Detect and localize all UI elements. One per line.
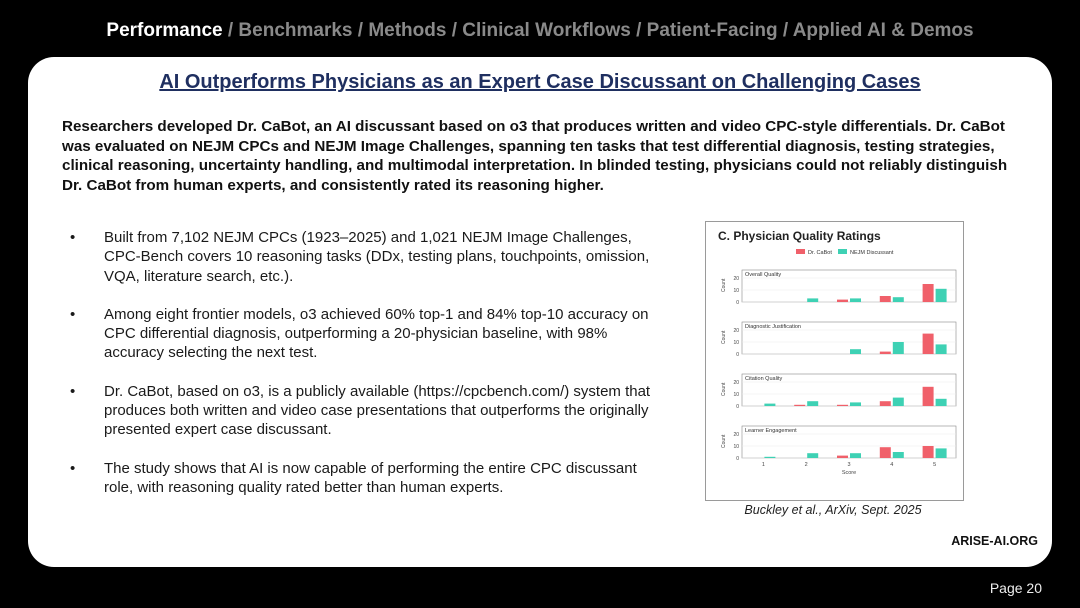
bar bbox=[880, 401, 891, 406]
y-tick-label: 20 bbox=[733, 432, 739, 438]
x-tick-label: 1 bbox=[761, 462, 765, 468]
ratings-chart bbox=[706, 222, 963, 500]
bullet-icon: • bbox=[70, 459, 76, 477]
bullet-text: Dr. CaBot, based on o3, is a publicly available (https://cpcbench.com/) system that produces both written and video case presentations that outperforms the originally presented expert case discussant. bbox=[104, 382, 651, 439]
bar bbox=[850, 402, 861, 406]
bar bbox=[893, 452, 904, 458]
y-tick-label: 10 bbox=[733, 444, 739, 450]
slide-title: AI Outperforms Physicians as an Expert Case Discussant on Challenging Cases bbox=[159, 71, 921, 93]
brand-label: ARISE-AI.ORG bbox=[951, 534, 1038, 548]
y-tick-label: 20 bbox=[733, 276, 739, 282]
y-tick-label: 20 bbox=[733, 328, 739, 334]
y-axis-label: Count bbox=[721, 330, 727, 344]
panel-title: Overall Quality bbox=[745, 272, 782, 278]
x-tick-label: 4 bbox=[890, 462, 894, 468]
bar bbox=[837, 456, 848, 458]
bar bbox=[936, 289, 947, 302]
legend-label: NEJM Discussant bbox=[850, 250, 894, 256]
bullet-text: The study shows that AI is now capable of performing the entire CPC discussant role, with reasoning quality rated better than human experts. bbox=[104, 459, 637, 496]
panel-title: Citation Quality bbox=[745, 376, 783, 382]
bar bbox=[880, 296, 891, 302]
panel-title: Diagnostic Justification bbox=[745, 324, 801, 330]
bullet-icon: • bbox=[70, 382, 76, 400]
legend-swatch-nejm bbox=[838, 249, 847, 254]
bullet-text: Built from 7,102 NEJM CPCs (1923–2025) and 1,021 NEJM Image Challenges, CPC-Bench covers 10 reasoning tasks (DDx, testing plans, touchpoints, omission, VQA, literature search, etc.). bbox=[104, 229, 650, 285]
bar bbox=[936, 344, 947, 354]
bar bbox=[936, 448, 947, 458]
bar bbox=[880, 447, 891, 458]
bar bbox=[807, 453, 818, 458]
y-tick-label: 10 bbox=[733, 288, 739, 294]
bullet-item bbox=[62, 228, 662, 286]
bar bbox=[923, 387, 934, 406]
bar bbox=[764, 457, 775, 458]
x-tick-label: 3 bbox=[847, 462, 851, 468]
y-tick-label: 20 bbox=[733, 380, 739, 386]
x-tick-label: 2 bbox=[804, 462, 808, 468]
y-axis-label: Count bbox=[721, 382, 727, 396]
bar bbox=[764, 404, 775, 406]
bar bbox=[850, 298, 861, 302]
bar bbox=[807, 401, 818, 406]
bar bbox=[807, 298, 818, 302]
bar bbox=[893, 342, 904, 354]
y-tick-label: 0 bbox=[736, 456, 739, 462]
y-tick-label: 10 bbox=[733, 340, 739, 346]
bar bbox=[923, 334, 934, 354]
bullet-icon: • bbox=[70, 305, 76, 323]
bar bbox=[923, 446, 934, 458]
bullet-item bbox=[62, 305, 662, 363]
bullet-list bbox=[62, 228, 662, 516]
y-axis-label: Count bbox=[721, 434, 727, 448]
bullet-icon: • bbox=[70, 229, 76, 246]
bullet-item bbox=[62, 382, 662, 440]
legend-swatch-cabot bbox=[796, 249, 805, 254]
y-tick-label: 0 bbox=[736, 352, 739, 358]
nav-active-section: Performance bbox=[106, 20, 223, 41]
bar bbox=[837, 405, 848, 406]
nav-other-sections: / Benchmarks / Methods / Clinical Workflows / Patient-Facing / Applied AI & Demos bbox=[222, 20, 974, 41]
bar bbox=[880, 352, 891, 354]
intro-paragraph: Researchers developed Dr. CaBot, an AI discussant based on o3 that produces written and video CPC-style differentials. Dr. CaBot was evaluated on NEJM CPCs and NEJM Image Challenges, spanning ten tasks that test differential diagnosis, testing strategies, clinical reasoning, uncertainty handling, and multimodal interpretation. In blinded testing, physicians could not reliably distinguish Dr. CaBot from human experts, and consistently rated its reasoning higher. bbox=[62, 118, 1008, 194]
y-tick-label: 0 bbox=[736, 300, 739, 306]
chart-title: C. Physician Quality Ratings bbox=[718, 229, 881, 243]
bar bbox=[850, 349, 861, 354]
bar bbox=[893, 297, 904, 302]
x-tick-label: 5 bbox=[933, 462, 937, 468]
bar bbox=[837, 300, 848, 302]
x-axis-label: Score bbox=[841, 470, 857, 476]
bar bbox=[936, 399, 947, 406]
slide-card bbox=[28, 57, 1052, 567]
section-nav bbox=[0, 20, 1080, 42]
y-tick-label: 0 bbox=[736, 404, 739, 410]
y-axis-label: Count bbox=[721, 278, 727, 292]
bar bbox=[850, 453, 861, 458]
page-number: Page 20 bbox=[989, 580, 1042, 596]
legend-label: Dr. CaBot bbox=[808, 250, 832, 256]
citation: Buckley et al., ArXiv, Sept. 2025 bbox=[744, 503, 922, 517]
bullet-item bbox=[62, 459, 662, 498]
bar bbox=[893, 398, 904, 406]
y-tick-label: 10 bbox=[733, 392, 739, 398]
bullet-text: Among eight frontier models, o3 achieved 60% top-1 and 84% top-10 accuracy on CPC differential diagnosis, outperforming a 20-physician baseline, with 98% accuracy selecting the next test. bbox=[104, 305, 649, 362]
bar bbox=[794, 405, 805, 406]
panel-title: Learner Engagement bbox=[745, 428, 797, 434]
bar bbox=[923, 284, 934, 302]
ratings-chart-figure bbox=[705, 221, 964, 501]
